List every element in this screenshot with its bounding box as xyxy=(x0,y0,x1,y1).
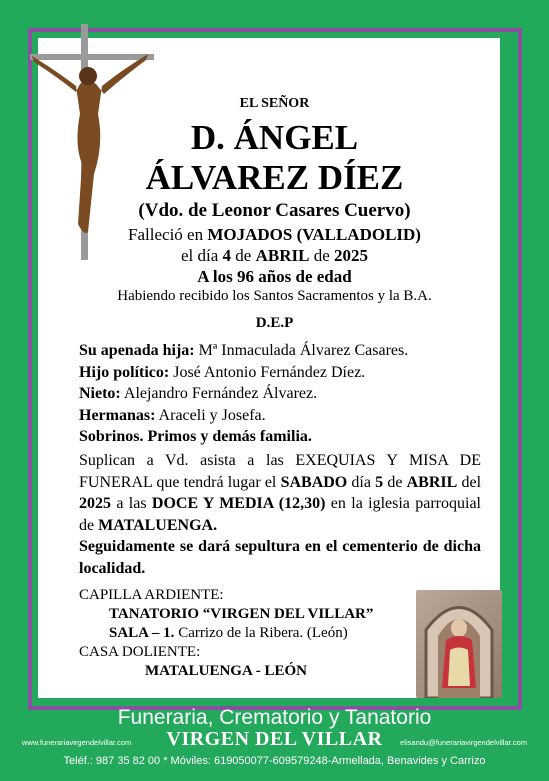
family-label: Sobrinos. Primos y demás familia. xyxy=(79,428,312,445)
sacraments-note: Habiendo recibido los Santos Sacramentos y la B.A. xyxy=(117,288,432,304)
virgin-statue-icon xyxy=(416,590,502,698)
date-prefix: el día xyxy=(181,246,223,265)
funeral-time: DOCE Y MEDIA (12,30) xyxy=(151,495,326,512)
funeral-text-2: día xyxy=(347,473,376,491)
house-place: MATALUENGA - LEÓN xyxy=(145,663,307,679)
age: A los 96 años de edad xyxy=(197,267,352,286)
death-place-line xyxy=(0,224,549,245)
chapel-place-row xyxy=(79,605,409,624)
funeral-text-4: del xyxy=(457,473,482,491)
funeral-notice xyxy=(79,450,481,579)
chapel-place: TANATORIO “VIRGEN DEL VILLAR” xyxy=(109,606,374,622)
brand-name: VIRGEN DEL VILLAR xyxy=(166,728,383,750)
dep: D.E.P xyxy=(255,315,294,331)
name-line-1: D. ÁNGEL xyxy=(190,118,359,157)
death-info xyxy=(0,224,549,287)
chapel-info xyxy=(79,586,409,681)
family-row xyxy=(79,405,479,427)
name-line-2: ÁLVAREZ DÍEZ xyxy=(145,158,404,197)
family-row xyxy=(79,340,479,362)
virgin-image xyxy=(416,590,502,698)
website-link[interactable]: www.funerariavirgendelvillar.com xyxy=(22,738,132,747)
funeral-church: MATALUENGA. xyxy=(98,516,218,534)
family-row xyxy=(79,383,479,405)
chapel-room-place: Carrizo de la Ribera. (León) xyxy=(174,625,348,641)
family-text: José Antonio Fernández Díez. xyxy=(169,363,366,381)
family-list xyxy=(79,340,479,448)
date-mid-2: de xyxy=(309,246,334,265)
funeral-year: 2025 xyxy=(79,495,111,512)
family-label: Nieto: xyxy=(79,385,121,402)
death-day: 4 xyxy=(222,246,232,265)
footer-phones: Teléf.: 987 35 82 00 * Móviles: 619050077-609579248-Armellada, Benavides y Carrizo xyxy=(63,755,486,767)
died-prefix: Falleció en xyxy=(128,225,208,244)
title-prefix: EL SEÑOR xyxy=(239,96,310,111)
family-label: Hermanas: xyxy=(79,406,156,424)
family-text: Mª Inmaculada Álvarez Casares. xyxy=(194,342,409,359)
family-label: Su apenada hija: xyxy=(79,342,195,359)
death-date-line xyxy=(0,245,549,266)
chapel-room-row xyxy=(79,624,409,643)
funeral-day-name: SABADO xyxy=(280,473,348,491)
family-row xyxy=(79,426,479,448)
chapel-room: SALA – 1. xyxy=(109,625,175,641)
funeral-text-3: de xyxy=(383,473,407,491)
house-label: CASA DOLIENTE: xyxy=(79,644,201,660)
age-line xyxy=(0,266,549,287)
footer-tagline: Funeraria, Crematorio y Tanatorio xyxy=(117,706,432,729)
death-place: MOJADOS (VALLADOLID) xyxy=(207,225,421,244)
funeral-day: 5 xyxy=(375,473,384,491)
death-year: 2025 xyxy=(334,246,368,265)
burial-note: Seguidamente se dará sepultura en el cementerio de dicha localidad. xyxy=(79,538,481,577)
chapel-label: CAPILLA ARDIENTE: xyxy=(79,587,224,603)
footer-brand-row xyxy=(0,728,549,750)
funeral-text-6: en la iglesia parroquial de xyxy=(79,495,482,534)
family-text: Alejandro Fernández Álvarez. xyxy=(120,385,318,402)
funeral-month: ABRIL xyxy=(406,473,458,491)
family-row xyxy=(79,362,479,384)
house-row xyxy=(79,662,409,681)
deceased-name xyxy=(0,118,549,198)
email-link[interactable]: elisandu@funerariavirgendelvillar.com xyxy=(400,738,527,747)
funeral-text-5: a las xyxy=(111,495,152,512)
funeral-text-1: Suplican a Vd. asista a las EXEQUIAS Y MISA DE FUNERAL que tendrá lugar el xyxy=(79,452,481,491)
date-mid: de xyxy=(231,246,256,265)
death-month: ABRIL xyxy=(255,246,310,265)
widower-note: (Vdo. de Leonor Casares Cuervo) xyxy=(138,200,411,221)
family-text: Araceli y Josefa. xyxy=(155,406,266,424)
family-label: Hijo político: xyxy=(79,363,170,381)
